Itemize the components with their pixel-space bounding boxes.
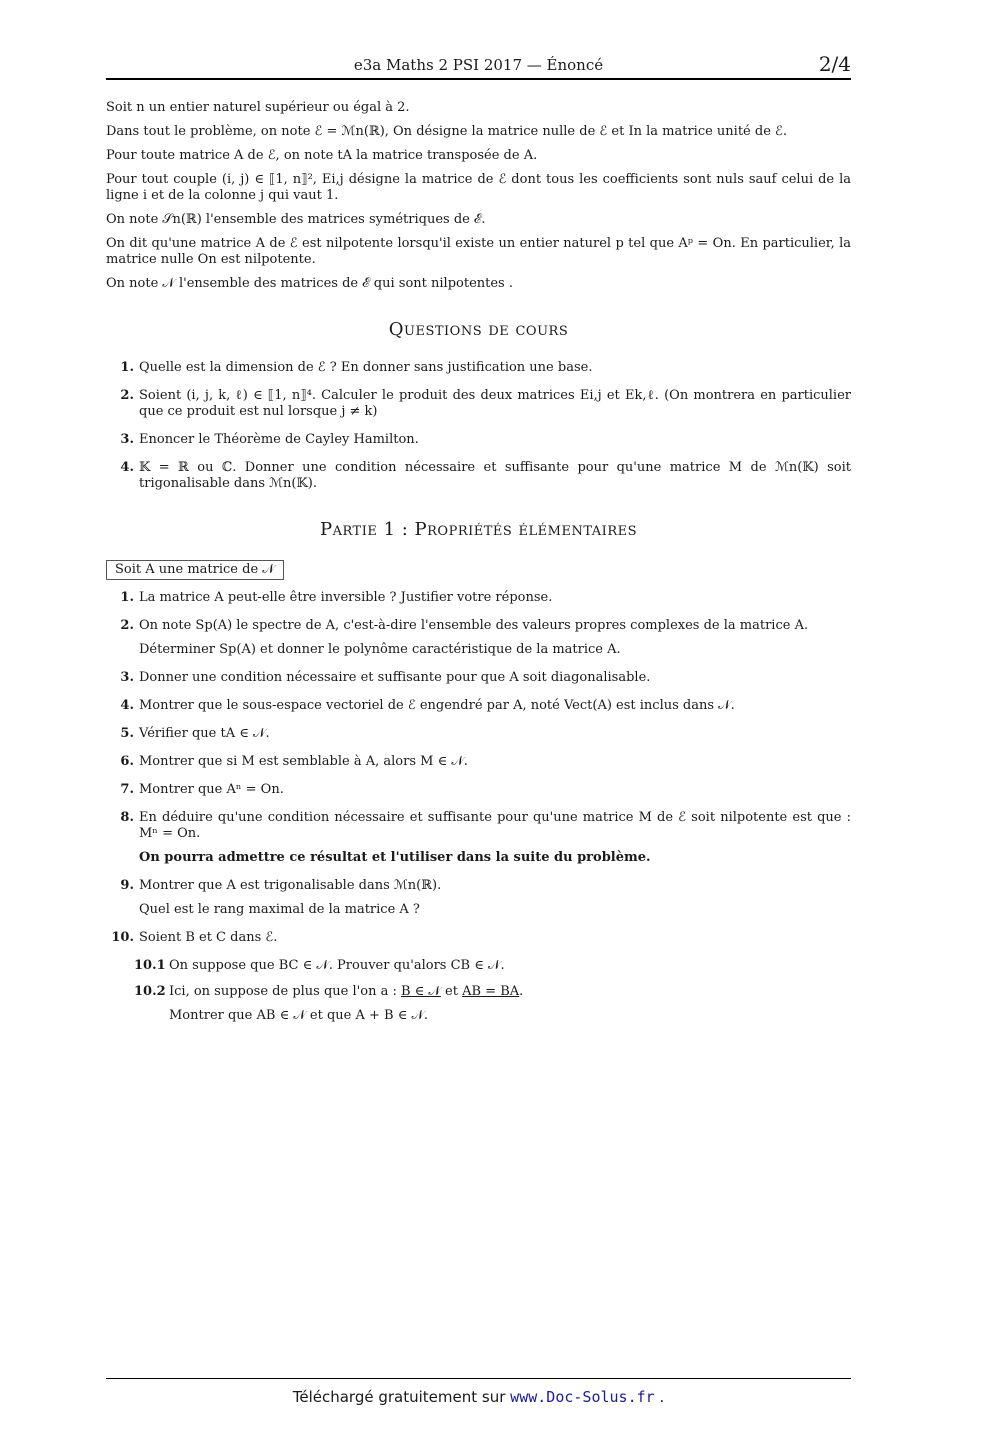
partie1-question: 3. Donner une condition nécessaire et suffisante pour que A soit diagonalisable. — [120, 670, 651, 685]
footer-divider — [106, 1378, 851, 1379]
section-title-partie1: Partie 1 : Propriétés élémentaires — [320, 519, 637, 540]
admitted-result-note: On pourra admettre ce résultat et l'utiliser dans la suite du problème. — [139, 850, 651, 865]
sub-question: 10.2 Ici, on suppose de plus que l'on a : B ∈ 𝒩 et AB = BA. Montrer que AB ∈ 𝒩 et que A + B ∈ 𝒩. — [134, 984, 524, 1023]
hypothesis-box: Soit A une matrice de 𝒩 — [106, 560, 284, 580]
partie1-question: 5. Vérifier que tA ∈ 𝒩. — [120, 726, 270, 741]
footer-link[interactable]: www.Doc-Solus.fr — [510, 1388, 655, 1406]
intro-paragraph: Pour tout couple (i, j) ∈ ⟦1, n⟧², Ei,j désigne la matrice de ℰ dont tous les coefficients sont nuls sauf celui de la ligne i et de la colonne j qui vaut 1. — [106, 172, 851, 203]
cours-question: 1. Quelle est la dimension de ℰ ? En donner sans justification une base. — [120, 360, 593, 375]
intro-paragraph: On note 𝒮n(ℝ) l'ensemble des matrices symétriques de ℰ. — [106, 212, 486, 227]
cours-question: 3. Enoncer le Théorème de Cayley Hamilton. — [120, 432, 419, 447]
intro-paragraph: Soit n un entier naturel supérieur ou égal à 2. — [106, 100, 410, 115]
footer-dot: . — [659, 1388, 665, 1406]
document-body — [106, 100, 851, 1034]
sub-question: 10.1 On suppose que BC ∈ 𝒩. Prouver qu'alors CB ∈ 𝒩. — [134, 958, 505, 973]
page-number: 2/4 — [818, 52, 851, 76]
cours-question: 4. 𝕂 = ℝ ou ℂ. Donner une condition nécessaire et suffisante pour qu'une matrice M de ℳn(𝕂) soit trigonalisable dans ℳn(𝕂). — [120, 460, 851, 491]
partie1-question: 6. Montrer que si M est semblable à A, alors M ∈ 𝒩. — [120, 754, 468, 769]
intro-paragraph: On note 𝒩 l'ensemble des matrices de ℰ qui sont nilpotentes . — [106, 276, 513, 291]
intro-paragraph: On dit qu'une matrice A de ℰ est nilpotente lorsqu'il existe un entier naturel p tel que Aᵖ = On. En particulier, la matrice nulle On est nilpotente. — [106, 236, 851, 267]
partie1-question: 10. Soient B et C dans ℰ. — [111, 930, 278, 945]
cours-question: 2. Soient (i, j, k, ℓ) ∈ ⟦1, n⟧⁴. Calculer le produit des deux matrices Ei,j et Ek,ℓ. (On montrera en particulier que ce produit est nul lorsque j ≠ k) — [120, 388, 851, 419]
partie1-question: 2. On note Sp(A) le spectre de A, c'est-à-dire l'ensemble des valeurs propres complexes de la matrice A. Déterminer Sp(A) et donner le polynôme caractéristique de la matrice A. — [120, 618, 809, 657]
intro-paragraph: Dans tout le problème, on note ℰ = ℳn(ℝ), On désigne la matrice nulle de ℰ et In la matrice unité de ℰ. — [106, 124, 788, 139]
partie1-question: 4. Montrer que le sous-espace vectoriel de ℰ engendré par A, noté Vect(A) est inclus dans 𝒩. — [120, 698, 735, 713]
page-footer — [106, 1388, 851, 1406]
intro-paragraph: Pour toute matrice A de ℰ, on note tA la matrice transposée de A. — [106, 148, 538, 163]
section-title-cours: Questions de cours — [388, 319, 569, 340]
partie1-question: 9. Montrer que A est trigonalisable dans ℳn(ℝ). Quel est le rang maximal de la matrice A ? — [120, 878, 442, 917]
partie1-question: 1. La matrice A peut-elle être inversible ? Justifier votre réponse. — [120, 590, 553, 605]
footer-text: Téléchargé gratuitement sur — [292, 1388, 506, 1406]
partie1-question: 7. Montrer que Aⁿ = On. — [120, 782, 284, 797]
document-title: e3a Maths 2 PSI 2017 — Énoncé — [353, 56, 604, 74]
partie1-question: 8. En déduire qu'une condition nécessaire et suffisante pour qu'une matrice M de ℰ soit nilpotente est que : Mⁿ = On. On pourra admettre ce résultat et l'utiliser dans la suite du problème. — [120, 810, 851, 865]
page-header — [106, 54, 851, 80]
